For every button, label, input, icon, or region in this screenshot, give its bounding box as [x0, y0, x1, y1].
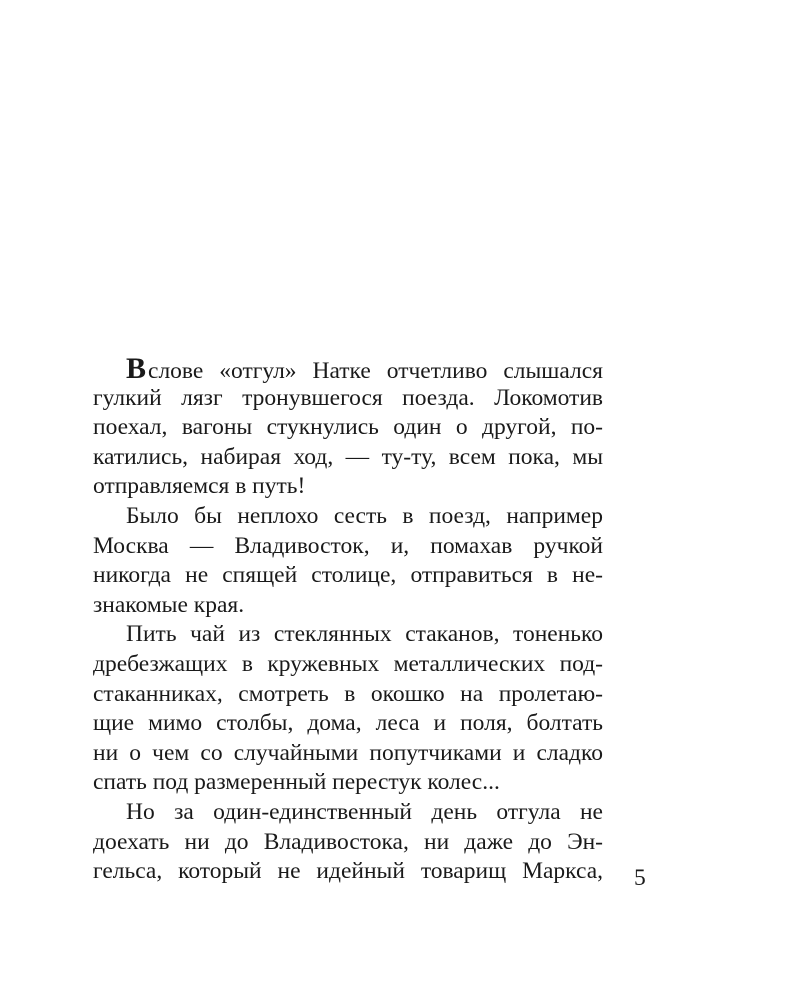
text-line: Но за один-единственный день отгула не	[126, 798, 603, 825]
text-line: стаканниках, смотреть в окошко на пролетаю-	[93, 680, 603, 707]
first-line-text: слове «отгул» Натке отчетливо слышался	[148, 358, 603, 384]
text-line: гулкий лязг тронувшегося поезда. Локомотив	[93, 384, 603, 411]
text-line: Было бы неплохо сесть в поезд, например	[126, 502, 603, 529]
text-line: Пить чай из стеклянных стаканов, тоненько	[126, 621, 603, 648]
text-line	[93, 354, 603, 384]
text-line: Москва — Владивосток, и, помахав ручкой	[93, 532, 603, 559]
body-text	[93, 354, 603, 887]
text-line: дребезжащих в кружевных металлических под-	[93, 650, 603, 677]
text-line: ни о чем со случайными попутчиками и сладко	[93, 739, 603, 766]
text-line: спать под размеренный перестук колес...	[93, 769, 500, 796]
page-number: 5	[634, 865, 646, 891]
drop-initial: В	[126, 352, 147, 385]
text-line: щие мимо столбы, дома, леса и поля, болтать	[93, 710, 603, 737]
text-line: никогда не спящей столице, отправиться в не-	[93, 562, 603, 589]
text-line: знакомые края.	[93, 591, 245, 618]
text-line: гельса, который не идейный товарищ Маркса,	[93, 858, 603, 885]
text-line: доехать ни до Владивостока, ни даже до Эн-	[93, 828, 603, 855]
text-line: поехал, вагоны стукнулись один о другой, по-	[93, 414, 603, 441]
text-line: катились, набирая ход, — ту-ту, всем пока, мы	[93, 443, 603, 470]
text-line: отправляемся в путь!	[93, 473, 306, 500]
